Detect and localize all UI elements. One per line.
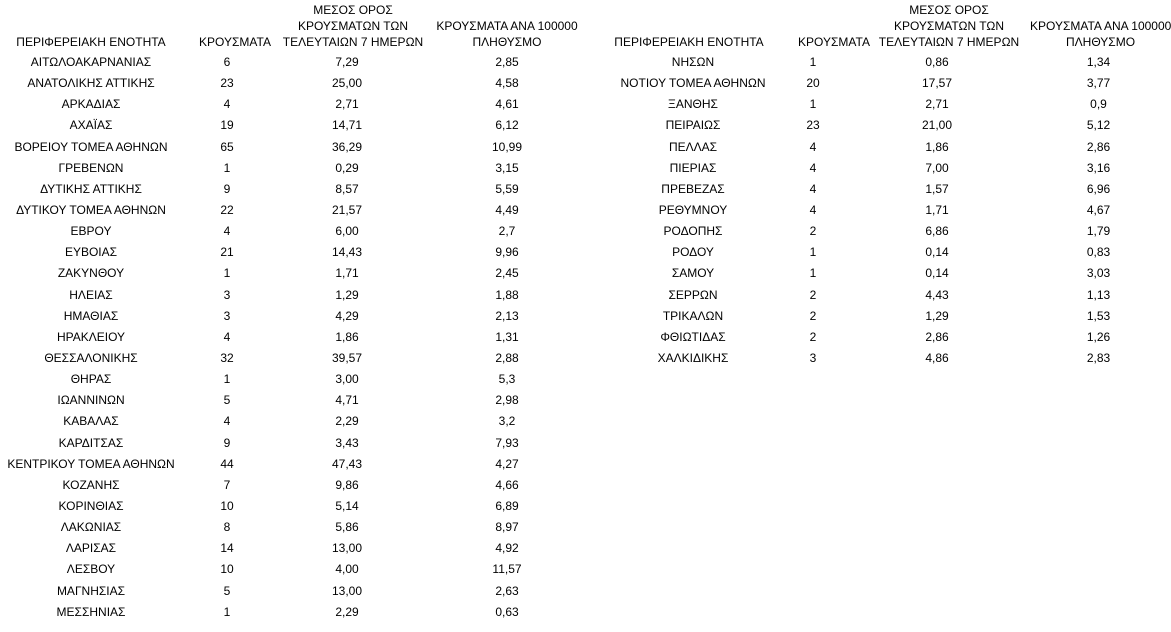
table-row — [0, 179, 592, 200]
seven-day-average-cell: 39,57 — [331, 350, 363, 365]
cases-cell: 1 — [809, 245, 817, 260]
table-row — [598, 179, 1161, 200]
table-row — [0, 390, 592, 411]
cases-per-100k-cell: 4,67 — [1086, 202, 1111, 217]
seven-day-average-cell: 21,57 — [331, 202, 363, 217]
left-header-per100k-line1: ΚΡΟΥΣΜΑΤΑ ΑΝΑ 100000 — [436, 19, 578, 33]
region-name-cell: ΛΑΚΩΝΙΑΣ — [60, 520, 122, 535]
cases-per-100k-cell: 2,13 — [495, 308, 519, 323]
cases-cell: 10 — [220, 562, 234, 577]
right-header-per100k — [1028, 0, 1171, 50]
seven-day-average-cell: 2,29 — [335, 604, 359, 619]
region-name-cell: ΜΕΣΣΗΝΙΑΣ — [56, 604, 126, 619]
cases-per-100k-cell: 0,9 — [1090, 97, 1107, 112]
seven-day-average-cell: 4,71 — [335, 393, 359, 408]
region-name-cell: ΔΥΤΙΚΟΥ ΤΟΜΕΑ ΑΘΗΝΩΝ — [16, 202, 166, 217]
region-name-cell: ΡΟΔΟΥ — [672, 245, 714, 260]
table-row — [0, 263, 592, 284]
region-name-cell: ΝΟΤΙΟΥ ΤΟΜΕΑ ΑΘΗΝΩΝ — [620, 76, 766, 91]
table-row — [0, 327, 592, 348]
cases-per-100k-cell: 2,45 — [495, 266, 519, 281]
region-name-cell: ΠΕΙΡΑΙΩΣ — [665, 118, 721, 133]
cases-cell: 22 — [220, 202, 234, 217]
table-row — [598, 73, 1161, 94]
table-row — [0, 200, 592, 221]
seven-day-average-cell: 7,00 — [925, 160, 949, 175]
seven-day-average-cell: 6,00 — [335, 224, 359, 239]
cases-per-100k-cell: 1,13 — [1086, 287, 1111, 302]
table-row — [598, 306, 1161, 327]
cases-cell: 4 — [223, 224, 231, 239]
cases-cell: 7 — [223, 477, 231, 492]
seven-day-average-cell: 4,43 — [925, 287, 949, 302]
left-header-avg-line3: ΤΕΛΕΥΤΑΙΩΝ 7 ΗΜΕΡΩΝ — [282, 35, 424, 49]
seven-day-average-cell: 2,71 — [925, 97, 949, 112]
region-name-cell: ΙΩΑΝΝΙΝΩΝ — [57, 393, 125, 408]
cases-cell: 3 — [809, 350, 817, 365]
cases-per-100k-cell: 5,12 — [1086, 118, 1111, 133]
seven-day-average-cell: 14,71 — [331, 118, 363, 133]
right-header-avg-line1: ΜΕΣΟΣ ΟΡΟΣ — [909, 3, 989, 17]
cases-per-100k-cell: 4,58 — [495, 76, 519, 91]
seven-day-average-cell: 47,43 — [331, 456, 363, 471]
right-header-per100k-line2: ΠΛΗΘΥΣΜΟ — [1066, 35, 1136, 49]
cases-cell: 4 — [809, 181, 817, 196]
seven-day-average-cell: 1,29 — [335, 287, 359, 302]
seven-day-average-cell: 17,57 — [921, 76, 953, 91]
table-row — [0, 73, 592, 94]
region-name-cell: ΤΡΙΚΑΛΩΝ — [662, 308, 724, 323]
region-name-cell: ΛΑΡΙΣΑΣ — [65, 541, 117, 556]
cases-cell: 2 — [809, 329, 817, 344]
left-header-avg — [278, 0, 428, 50]
cases-cell: 4 — [223, 97, 231, 112]
table-row — [0, 581, 592, 602]
right-table-body — [598, 52, 1161, 369]
table-row — [0, 52, 592, 73]
cases-per-100k-cell: 4,49 — [495, 202, 519, 217]
table-row — [0, 221, 592, 242]
seven-day-average-cell: 0,86 — [925, 55, 949, 69]
left-header-per100k — [422, 0, 592, 50]
seven-day-average-cell: 2,29 — [335, 414, 359, 429]
seven-day-average-cell: 2,86 — [925, 329, 949, 344]
region-name-cell: ΠΕΛΛΑΣ — [668, 139, 718, 154]
region-name-cell: ΚΕΝΤΡΙΚΟΥ ΤΟΜΕΑ ΑΘΗΝΩΝ — [7, 456, 175, 471]
cases-per-100k-cell: 3,77 — [1086, 76, 1111, 91]
region-name-cell: ΔΥΤΙΚΗΣ ΑΤΤΙΚΗΣ — [40, 181, 142, 196]
cases-per-100k-cell: 1,34 — [1086, 55, 1111, 69]
region-name-cell: ΘΗΡΑΣ — [70, 372, 112, 387]
region-name-cell: ΡΕΘΥΜΝΟΥ — [658, 202, 728, 217]
cases-cell: 5 — [223, 393, 231, 408]
seven-day-average-cell: 4,00 — [335, 562, 359, 577]
cases-per-100k-cell: 4,27 — [495, 456, 519, 471]
region-name-cell: ΗΡΑΚΛΕΙΟΥ — [56, 329, 126, 344]
seven-day-average-cell: 21,00 — [921, 118, 953, 133]
table-row — [0, 369, 592, 390]
region-name-cell: ΠΙΕΡΙΑΣ — [669, 160, 717, 175]
cases-cell: 4 — [809, 202, 817, 217]
cases-cell: 4 — [223, 414, 231, 429]
left-table-body — [0, 52, 592, 623]
table-row — [0, 602, 592, 623]
cases-per-100k-cell: 2,83 — [1086, 350, 1111, 365]
cases-cell: 4 — [809, 160, 817, 175]
region-name-cell: ΡΟΔΟΠΗΣ — [663, 224, 723, 239]
right-header-per100k-line1: ΚΡΟΥΣΜΑΤΑ ΑΝΑ 100000 — [1030, 19, 1171, 33]
seven-day-average-cell: 7,29 — [335, 55, 359, 69]
table-row — [0, 285, 592, 306]
left-header-region — [0, 0, 182, 50]
table-row — [0, 559, 592, 580]
region-name-cell: ΕΒΡΟΥ — [70, 224, 112, 239]
cases-per-100k-cell: 5,59 — [495, 181, 519, 196]
region-name-cell: ΑΡΚΑΔΙΑΣ — [61, 97, 121, 112]
table-row — [598, 94, 1161, 115]
cases-per-100k-cell: 3,03 — [1086, 266, 1111, 281]
table-row — [598, 263, 1161, 284]
right-header-avg — [874, 0, 1024, 50]
table-row — [598, 221, 1161, 242]
seven-day-average-cell: 1,71 — [925, 202, 949, 217]
seven-day-average-cell: 0,14 — [925, 266, 949, 281]
seven-day-average-cell: 1,29 — [925, 308, 949, 323]
cases-cell: 19 — [220, 118, 234, 133]
seven-day-average-cell: 25,00 — [331, 76, 363, 91]
seven-day-average-cell: 14,43 — [331, 245, 363, 260]
region-name-cell: ΑΝΑΤΟΛΙΚΗΣ ΑΤΤΙΚΗΣ — [27, 76, 155, 91]
cases-cell: 9 — [223, 435, 231, 450]
left-header-cases — [190, 0, 280, 50]
cases-cell: 3 — [223, 287, 231, 302]
cases-cell: 6 — [223, 55, 231, 69]
table-row — [0, 158, 592, 179]
seven-day-average-cell: 1,57 — [925, 181, 949, 196]
cases-cell: 23 — [220, 76, 234, 91]
cases-cell: 32 — [220, 350, 234, 365]
table-row — [0, 94, 592, 115]
cases-cell: 2 — [809, 287, 817, 302]
cases-per-100k-cell: 4,61 — [495, 97, 519, 112]
table-row — [0, 496, 592, 517]
region-name-cell: ΜΑΓΝΗΣΙΑΣ — [56, 583, 126, 598]
region-name-cell: ΗΛΕΙΑΣ — [69, 287, 113, 302]
table-row — [0, 137, 592, 158]
region-name-cell: ΣΑΜΟΥ — [671, 266, 715, 281]
seven-day-average-cell: 1,71 — [335, 266, 359, 281]
seven-day-average-cell: 4,29 — [335, 308, 359, 323]
region-name-cell: ΧΑΛΚΙΔΙΚΗΣ — [657, 350, 729, 365]
region-name-cell: ΗΜΑΘΙΑΣ — [63, 308, 119, 323]
cases-cell: 23 — [806, 118, 820, 133]
table-row — [0, 433, 592, 454]
table-row — [0, 306, 592, 327]
cases-per-100k-cell: 1,31 — [495, 329, 519, 344]
seven-day-average-cell: 13,00 — [331, 541, 363, 556]
cases-per-100k-cell: 1,79 — [1086, 224, 1111, 239]
table-row — [0, 115, 592, 136]
cases-per-100k-cell: 3,16 — [1086, 160, 1111, 175]
seven-day-average-cell: 2,71 — [335, 97, 359, 112]
cases-cell: 5 — [223, 583, 231, 598]
cases-per-100k-cell: 7,93 — [495, 435, 519, 450]
cases-per-100k-cell: 9,96 — [495, 245, 519, 260]
cases-per-100k-cell: 0,63 — [495, 604, 519, 619]
cases-cell: 4 — [809, 139, 817, 154]
table-row — [0, 411, 592, 432]
right-header-region — [598, 0, 780, 50]
region-name-cell: ΦΘΙΩΤΙΔΑΣ — [660, 329, 726, 344]
cases-cell: 3 — [223, 308, 231, 323]
right-header-avg-line3: ΤΕΛΕΥΤΑΙΩΝ 7 ΗΜΕΡΩΝ — [878, 35, 1020, 49]
region-name-cell: ΞΑΝΘΗΣ — [668, 97, 718, 112]
region-name-cell: ΓΡΕΒΕΝΩΝ — [58, 160, 124, 175]
seven-day-average-cell: 36,29 — [331, 139, 363, 154]
region-name-cell: ΚΑΒΑΛΑΣ — [63, 414, 119, 429]
left-header-region-label: ΠΕΡΙΦΕΡΕΙΑΚΗ ΕΝΟΤΗΤΑ — [16, 35, 166, 49]
table-row — [0, 517, 592, 538]
seven-day-average-cell: 9,86 — [335, 477, 359, 492]
cases-per-100k-cell: 1,26 — [1086, 329, 1111, 344]
cases-cell: 1 — [223, 160, 231, 175]
left-header-cases-label: ΚΡΟΥΣΜΑΤΑ — [199, 35, 271, 49]
seven-day-average-cell: 3,00 — [335, 372, 359, 387]
table-row — [598, 52, 1161, 73]
region-name-cell: ΣΕΡΡΩΝ — [668, 287, 718, 302]
right-header-cases — [796, 0, 872, 50]
cases-cell: 1 — [223, 372, 231, 387]
cases-cell: 44 — [220, 456, 234, 471]
table-row — [598, 348, 1161, 369]
cases-cell: 1 — [223, 604, 231, 619]
table-row — [598, 327, 1161, 348]
cases-per-100k-cell: 2,88 — [495, 350, 519, 365]
cases-per-100k-cell: 2,98 — [495, 393, 519, 408]
cases-cell: 8 — [223, 520, 231, 535]
region-name-cell: ΚΟΖΑΝΗΣ — [62, 477, 120, 492]
region-name-cell: ΖΑΚΥΝΘΟΥ — [57, 266, 125, 281]
cases-per-100k-cell: 2,86 — [1086, 139, 1111, 154]
right-header-avg-line2: ΚΡΟΥΣΜΑΤΩΝ ΤΩΝ — [893, 19, 1005, 33]
cases-per-100k-cell: 3,15 — [495, 160, 519, 175]
cases-per-100k-cell: 4,92 — [495, 541, 519, 556]
cases-per-100k-cell: 2,85 — [495, 55, 519, 69]
table-row — [0, 454, 592, 475]
cases-cell: 1 — [223, 266, 231, 281]
cases-per-100k-cell: 8,97 — [495, 520, 519, 535]
cases-cell: 1 — [809, 55, 817, 69]
region-name-cell: ΝΗΣΩΝ — [671, 55, 715, 69]
region-name-cell: ΠΡΕΒΕΖΑΣ — [661, 181, 725, 196]
cases-per-100k-cell: 5,3 — [498, 372, 516, 387]
cases-per-100k-cell: 3,2 — [498, 414, 516, 429]
region-name-cell: ΚΟΡΙΝΘΙΑΣ — [58, 498, 124, 513]
cases-cell: 10 — [220, 498, 234, 513]
table-row — [0, 348, 592, 369]
cases-per-100k-cell: 1,53 — [1086, 308, 1111, 323]
region-name-cell: ΘΕΣΣΑΛΟΝΙΚΗΣ — [44, 350, 138, 365]
seven-day-average-cell: 6,86 — [925, 224, 949, 239]
table-row — [0, 242, 592, 263]
cases-per-100k-cell: 0,83 — [1086, 245, 1111, 260]
seven-day-average-cell: 5,14 — [335, 498, 359, 513]
region-name-cell: ΕΥΒΟΙΑΣ — [64, 245, 118, 260]
region-name-cell: ΑΧΑΪΑΣ — [69, 118, 113, 133]
table-row — [598, 115, 1161, 136]
cases-cell: 4 — [223, 329, 231, 344]
cases-per-100k-cell: 2,7 — [498, 224, 516, 239]
table-row — [598, 137, 1161, 158]
table-row — [0, 475, 592, 496]
cases-cell: 1 — [809, 97, 817, 112]
table-row — [0, 538, 592, 559]
table-row — [598, 242, 1161, 263]
cases-cell: 20 — [806, 76, 820, 91]
seven-day-average-cell: 0,14 — [925, 245, 949, 260]
seven-day-average-cell: 13,00 — [331, 583, 363, 598]
right-header-cases-label: ΚΡΟΥΣΜΑΤΑ — [798, 35, 870, 49]
seven-day-average-cell: 3,43 — [335, 435, 359, 450]
cases-per-100k-cell: 6,89 — [495, 498, 519, 513]
seven-day-average-cell: 1,86 — [335, 329, 359, 344]
cases-per-100k-cell: 2,63 — [495, 583, 519, 598]
right-header-region-label: ΠΕΡΙΦΕΡΕΙΑΚΗ ΕΝΟΤΗΤΑ — [614, 35, 764, 49]
cases-cell: 1 — [809, 266, 817, 281]
table-row — [598, 158, 1161, 179]
left-header-avg-line2: ΚΡΟΥΣΜΑΤΩΝ ΤΩΝ — [297, 19, 409, 33]
seven-day-average-cell: 1,86 — [925, 139, 949, 154]
cases-per-100k-cell: 10,99 — [491, 139, 523, 154]
seven-day-average-cell: 0,29 — [335, 160, 359, 175]
region-name-cell: ΚΑΡΔΙΤΣΑΣ — [58, 435, 124, 450]
left-header-per100k-line2: ΠΛΗΘΥΣΜΟ — [472, 35, 542, 49]
cases-per-100k-cell: 1,88 — [495, 287, 519, 302]
seven-day-average-cell: 4,86 — [925, 350, 949, 365]
cases-per-100k-cell: 6,12 — [495, 118, 519, 133]
cases-cell: 2 — [809, 308, 817, 323]
region-name-cell: ΑΙΤΩΛΟΑΚΑΡΝΑΝΙΑΣ — [30, 55, 152, 69]
cases-per-100k-cell: 6,96 — [1086, 181, 1111, 196]
region-name-cell: ΒΟΡΕΙΟΥ ΤΟΜΕΑ ΑΘΗΝΩΝ — [14, 139, 168, 154]
seven-day-average-cell: 8,57 — [335, 181, 359, 196]
cases-per-100k-cell: 4,66 — [495, 477, 519, 492]
cases-cell: 9 — [223, 181, 231, 196]
cases-cell: 21 — [220, 245, 234, 260]
cases-cell: 14 — [220, 541, 234, 556]
table-row — [598, 285, 1161, 306]
region-name-cell: ΛΕΣΒΟΥ — [66, 562, 116, 577]
cases-cell: 2 — [809, 224, 817, 239]
table-row — [598, 200, 1161, 221]
left-header-avg-line1: ΜΕΣΟΣ ΟΡΟΣ — [313, 3, 393, 17]
cases-cell: 65 — [220, 139, 234, 154]
cases-per-100k-cell: 11,57 — [492, 562, 522, 577]
seven-day-average-cell: 5,86 — [335, 520, 359, 535]
